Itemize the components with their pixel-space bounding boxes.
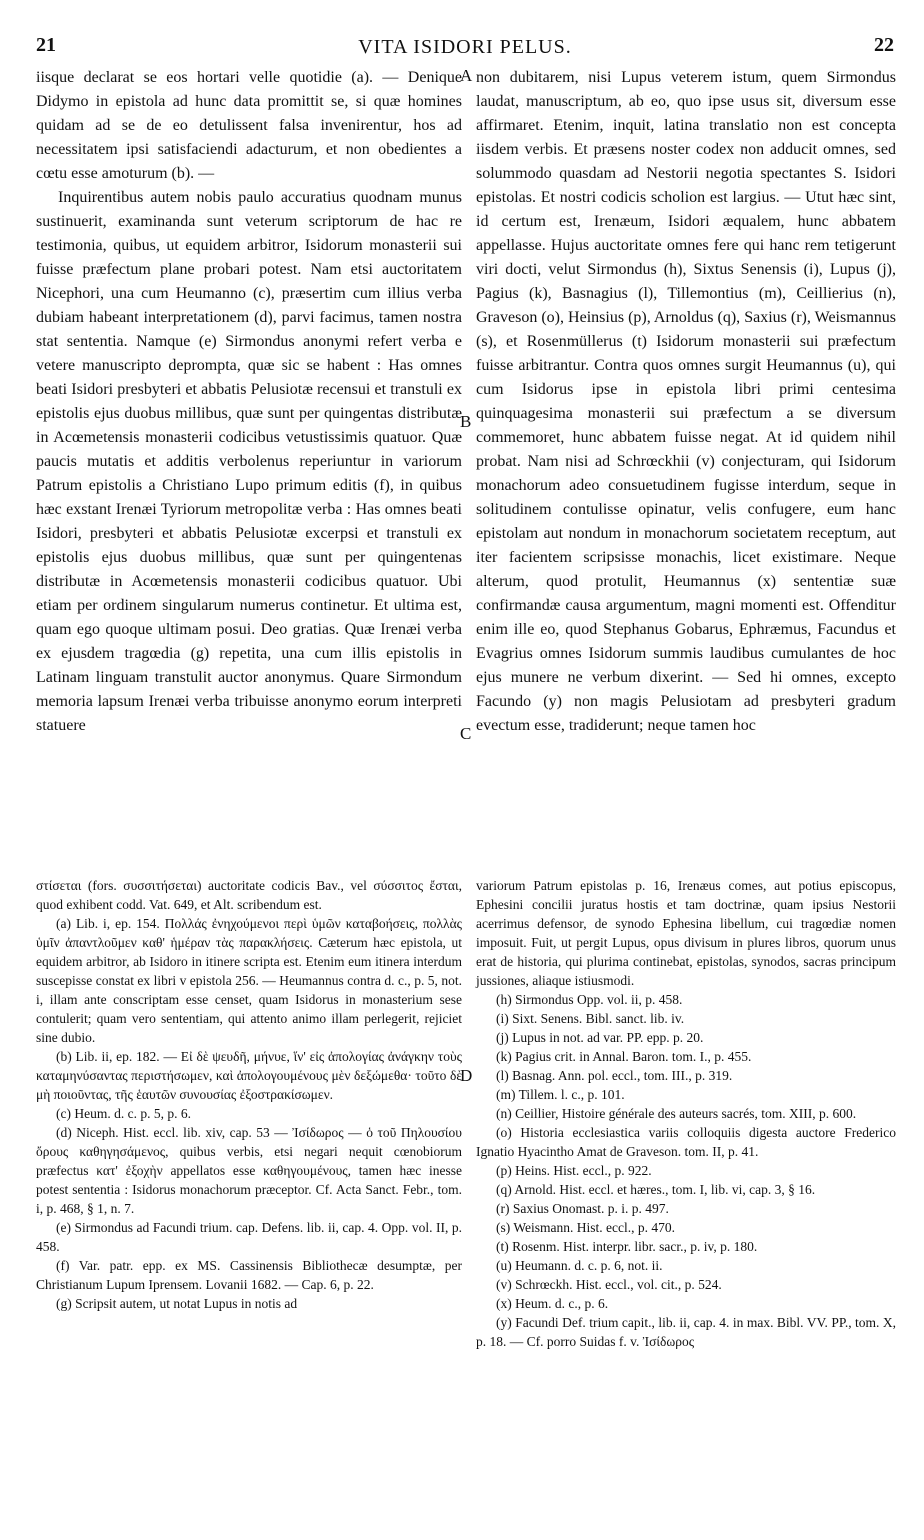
running-title: VITA ISIDORI PELUS. — [358, 36, 572, 58]
main-text-left-column — [36, 66, 462, 870]
page-number-right: 22 — [874, 34, 894, 56]
footnote-c: (c) Heum. d. c. p. 5, p. 6. — [56, 1106, 191, 1121]
footnote-o: (o) Historia ecclesiastica variis colloquiis digesta auctore Frederico Ignatio Hyacintho Amat de Graveson. tom. II, p. 41. — [476, 1125, 896, 1159]
footnote-s: (s) Weismann. Hist. eccl., p. 470. — [496, 1220, 676, 1235]
footnote-f: (f) Var. patr. epp. ex MS. Cassinensis Bibliothecæ desumptæ, per Christianum Lupum Iprensem. Lovanii 1682. — Cap. 6, p. 22. — [36, 1258, 462, 1292]
page-number-left: 21 — [36, 34, 56, 56]
section-marker-d: D — [460, 1066, 473, 1085]
footnotes-left-column — [36, 876, 462, 1313]
section-marker-a: A — [460, 66, 473, 85]
footnote-n: (n) Ceillier, Histoire générale des auteurs sacrés, tom. XIII, p. 600. — [496, 1106, 857, 1121]
footnote-continuation: variorum Patrum epistolas p. 16, Irenæus comes, aut potius episcopus, Ephesini concilii juratus hostis et tam doctrinæ, quam ipsius Nestorii acerrimus defensor, de synodo Ephesina libellum, cui tragœdiæ nomen imposuit. Fuit, ut pergit Lupus, opus divisum in plures libros, quorum unus erat de historia, qui plurima continebat, epistolas, synodos, sacras principum jussiones, aliaque istiusmodi. — [476, 878, 896, 988]
paragraph: iisque declarat se eos hortari velle quotidie (a). — Denique Didymo in epistola ad hunc data promittit se, si quæ homines quidam ad se de eo detulissent falsa invenirentur, hos ad necessitatem ipsi satisfaciendi adacturum, et non obedientes a cœtu esse amoturum (b). — — [36, 69, 462, 182]
footnotes-right-column — [476, 876, 896, 1351]
footnote-e: (e) Sirmondus ad Facundi trium. cap. Defens. lib. ii, cap. 4. Opp. vol. II, p. 458. — [36, 1220, 462, 1254]
footnote-v: (v) Schrœckh. Hist. eccl., vol. cit., p. 524. — [496, 1277, 722, 1292]
footnote-u: (u) Heumann. d. c. p. 6, not. ii. — [496, 1258, 663, 1273]
footnote-t: (t) Rosenm. Hist. interpr. libr. sacr., p. iv, p. 180. — [496, 1239, 758, 1254]
footnote-r: (r) Saxius Onomast. p. i. p. 497. — [496, 1201, 669, 1216]
footnote-p: (p) Heins. Hist. eccl., p. 922. — [496, 1163, 652, 1178]
main-text-right-column — [476, 66, 896, 870]
footnote-i: (i) Sixt. Senens. Bibl. sanct. lib. iv. — [496, 1011, 685, 1026]
footnote-m: (m) Tillem. l. c., p. 101. — [496, 1087, 625, 1102]
section-marker-b: B — [460, 412, 472, 431]
paragraph: Inquirentibus autem nobis paulo accuratius quodnam munus sustinuerit, examinanda sunt veterum scriptorum de hac re testimonia, quibus, ut equidem arbitror, Isidorum monasterii sui fuisse præfectum plane probari potest. Nam etsi auctoritatem Nicephori, una cum Heumanno (c), præsertim cum illius verba dubiam habeant interpretationem (d), parvi facimus, tamen nostra stat sententia. Namque (e) Sirmondus anonymi refert verba e vetere manuscripto deprompta, quæ sic se habent : Has omnes beati Isidori presbyteri et abbatis Pelusiotæ recensui et transtuli ex epistolis ejus duobus millibus, quæ sunt per quingentas distributæ in Acœmetensis monasterii codicibus vetustissimis quatuor. Quæ paucis mutatis et additis verbolenus reperiuntur in variorum Patrum epistolis a Christiano Lupo primum editis (f), in quibus hæc exstant Irenæi Tyriorum metropolitæ verba : Has omnes beati Isidori, presbyteri et abbatis Pelusiotæ excerpsi et transtuli ex epistolis ejus duobus millibus, quæ sunt per quingentenas distributæ in Acœmetensis monasterii codicibus quatuor. Ubi etiam per ordinem singularum numerus continetur. Et ultima est, quam ego quoque ultimam posui. Deo gratias. Quæ Irenæi verba ex ejusdem tragœdia (g) repetita, una cum illis epistolis in Latinam linguam transtulit auctor anonymus. Quare Sirmondum memoria lapsum Irenæi verba tribuisse anonymo eorum interpreti statuere — [36, 189, 462, 734]
footnote-l: (l) Basnag. Ann. pol. eccl., tom. III., p. 319. — [496, 1068, 733, 1083]
footnote-k: (k) Pagius crit. in Annal. Baron. tom. I., p. 455. — [496, 1049, 752, 1064]
running-header — [36, 34, 894, 64]
footnote-q: (q) Arnold. Hist. eccl. et hæres., tom. I, lib. vi, cap. 3, § 16. — [496, 1182, 816, 1197]
footnote-g: (g) Scripsit autem, ut notat Lupus in notis ad — [56, 1296, 298, 1311]
footnote-j: (j) Lupus in not. ad var. PP. epp. p. 20. — [496, 1030, 704, 1045]
footnote-y: (y) Facundi Def. trium capit., lib. ii, cap. 4. in max. Bibl. VV. PP., tom. X, p. 18. — Cf. porro Suidas f. v. Ἰσίδωρος — [476, 1315, 896, 1349]
footnote-d: (d) Niceph. Hist. eccl. lib. xiv, cap. 53 — Ἰσίδωρος — ὁ τοῦ Πηλουσίου ὄρους καθηγησάμενος, quibus verbis, etsi negari nequit cœnobiorum præfectus κατ' ἐξοχὴν appellatos esse καθηγουμένους, tamen hæc inesse potest sententia : Isidorus monachorum præceptor. Cf. Acta Sanct. Febr., tom. i, p. 468, § 1, n. 7. — [36, 1125, 462, 1216]
footnote-continuation: στίσεται (fors. συσσιτήσεται) auctoritate codicis Bav., vel σύσσιτος ἔσται, quod exhibent codd. Vat. 649, et Alt. scribendum est. — [36, 878, 462, 912]
footnote-a: (a) Lib. i, ep. 154. Πολλάς ἐνηχούμενοι περὶ ὑμῶν καταβοήσεις, πολλὰς ὑμῖν ἀπαντλοῦμεν καθ' ἡμέραν τὰς παρακλήσεις. Cæterum hæc epistola, ut equidem arbitror, ab Isidoro in itinere scripta est. Etenim eum itinera interdum suscepisse constat ex libri v epistola 256. — Heumannus contra d. c., p. 5, not. i, illam ante conscriptam esse censet, quam Isidorus in monasterium sese contulerit; quam vero sententiam, qui attento animo illam perlegerit, rejiciet sine dubio. — [36, 916, 462, 1045]
footnote-h: (h) Sirmondus Opp. vol. ii, p. 458. — [496, 992, 683, 1007]
footnote-b: (b) Lib. ii, ep. 182. — Εἰ δὲ ψευδῆ, μήνυε, ἵν' εἰς ἀπολογίας ἀνάγκην τοὺς καταμηνύσαντας περιστήσωμεν, καὶ ἀπολογουμένους μὲν δεξώμεθα· τοῦτο δὲ μὴ ποιοῦντας, τῆς ἑαυτῶν συνουσίας ἐξοστρακίσωμεν. — [36, 1049, 462, 1102]
paragraph: non dubitarem, nisi Lupus veterem istum, quem Sirmondus laudat, manuscriptum, ab eo, quo ipse usus sit, diversum esse affirmaret. Etenim, inquit, latina translatio non est concepta iisdem verbis. Et præsens noster codex non adducit omnes, sed solummodo quasdam ad Nestorii negotia spectantes S. Isidori epistolas. Et nostri codicis scholion est largius. — Utut hæc sint, id certum est, Irenæum, Isidori æqualem, hunc abbatem appellasse. Hujus auctoritate omnes fere qui hanc rem tetigerunt viri docti, velut Sirmondus (h), Sixtus Senensis (i), Lupus (j), Pagius (k), Basnagius (l), Tillemontius (m), Ceillierius (n), Graveson (o), Heinsius (p), Arnoldus (q), Saxius (r), Weismannus (s), et Rosenmüllerus (t) Isidorum monasterii sui præfectum fuisse arbitrantur. Contra quos omnes surgit Heumannus (u), qui cum Isidorus ipse in epistola libri primi centesima quinquagesima monasterii sui præfectum a se diversum commemoret, hunc abbatem fuisse negat. At id quidem nihil probat. Nam nisi ad Schrœckhii (v) conjecturam, qui Isidorum monachorum adeo consuetudinem fugisse interdum, seque in solitudinem contulisse opinatur, velis confugere, eum hanc epistolam aut nondum in monachorum societatem receptum, aut iter facientem scripsisse monachis, licet existimare. Neque alterum, quod protulit, Heumannus (x) sententiæ suæ confirmandæ causa argumentum, magni momenti est. Offenditur enim ille eo, quod Stephanus Gobarus, Ephræmus, Facundus et Evagrius omnes Isidorum summis laudibus cumulantes de hoc ejus munere ne verbum dixerint. — Sed hi omnes, excepto Facundo (y) non magis Pelusiotam ad presbyteri gradum evectum esse, tradiderunt; neque tamen hoc — [476, 69, 896, 734]
footnote-x: (x) Heum. d. c., p. 6. — [496, 1296, 609, 1311]
section-marker-c: C — [460, 724, 472, 743]
